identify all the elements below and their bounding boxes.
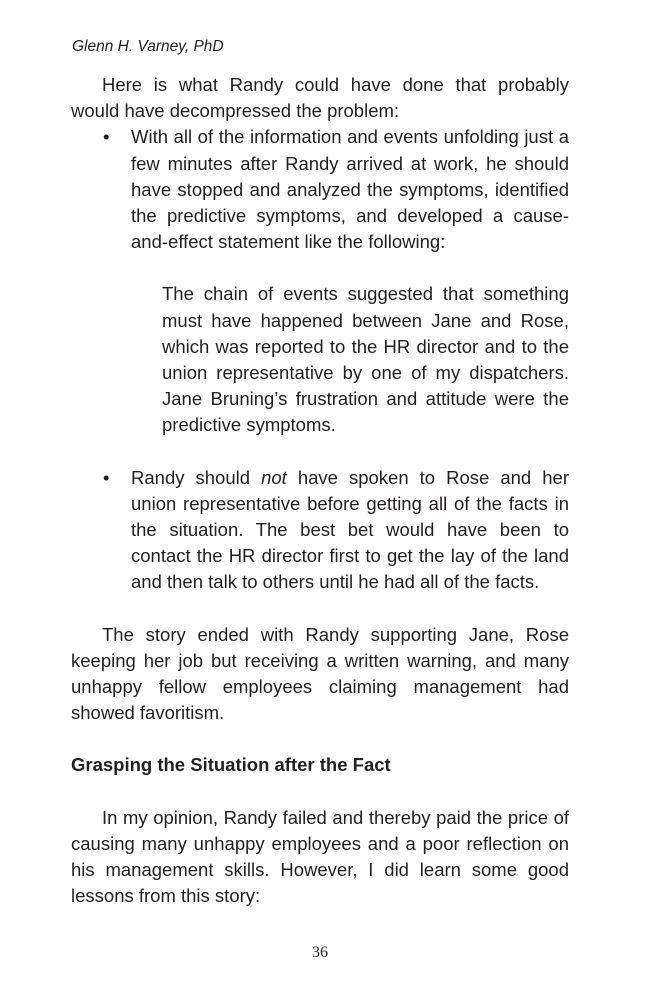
bullet-item-not-spoken: [71, 465, 569, 596]
story-end-paragraph: The story ended with Randy supporting Jane, Rose keeping her job but receiving a written warning, and many unhappy fellow employees claiming management had showed favoritism.: [71, 623, 569, 724]
bullet-mark: •: [103, 126, 110, 148]
section-heading: Grasping the Situation after the Fact: [71, 754, 391, 776]
running-head-author: Glenn H. Varney, PhD: [72, 38, 224, 55]
bullet-mark: •: [103, 466, 110, 488]
bullet-item-analyze-symptoms: [71, 124, 569, 255]
bullet-text-end: have spoken to Rose and her union representative before getting all of the facts in the situation. The best bet would have been to contact the HR director first to get the lay of the land and then talk to others until he had all of the facts.: [131, 466, 569, 593]
emphasis-text: not: [261, 466, 287, 488]
bullet-text-start: Randy should: [131, 466, 262, 488]
intro-paragraph: Here is what Randy could have done that probably would have decompressed the problem:: [71, 74, 569, 122]
bullet-list: [71, 124, 569, 255]
bullet-list: [71, 465, 569, 596]
page-body: [71, 72, 569, 909]
cause-effect-quote: The chain of events suggested that something must have happened between Jane and Rose, which was reported to the HR director and to the union representative by one of my dispatchers. Jane Bruning’s frustration and attitude were the predictive symptoms.: [162, 283, 569, 436]
page-number: 36: [312, 944, 328, 961]
opinion-paragraph: In my opinion, Randy failed and thereby paid the price of causing many unhappy employees and a poor reflection on his management skills. However, I did learn some good lessons from this story:: [71, 806, 569, 907]
bullet-text: With all of the information and events unfolding just a few minutes after Randy arrived at work, he should have stopped and analyzed the symptoms, identified the predictive symptoms, and developed a cause-and-effect statement like the following:: [131, 126, 569, 253]
